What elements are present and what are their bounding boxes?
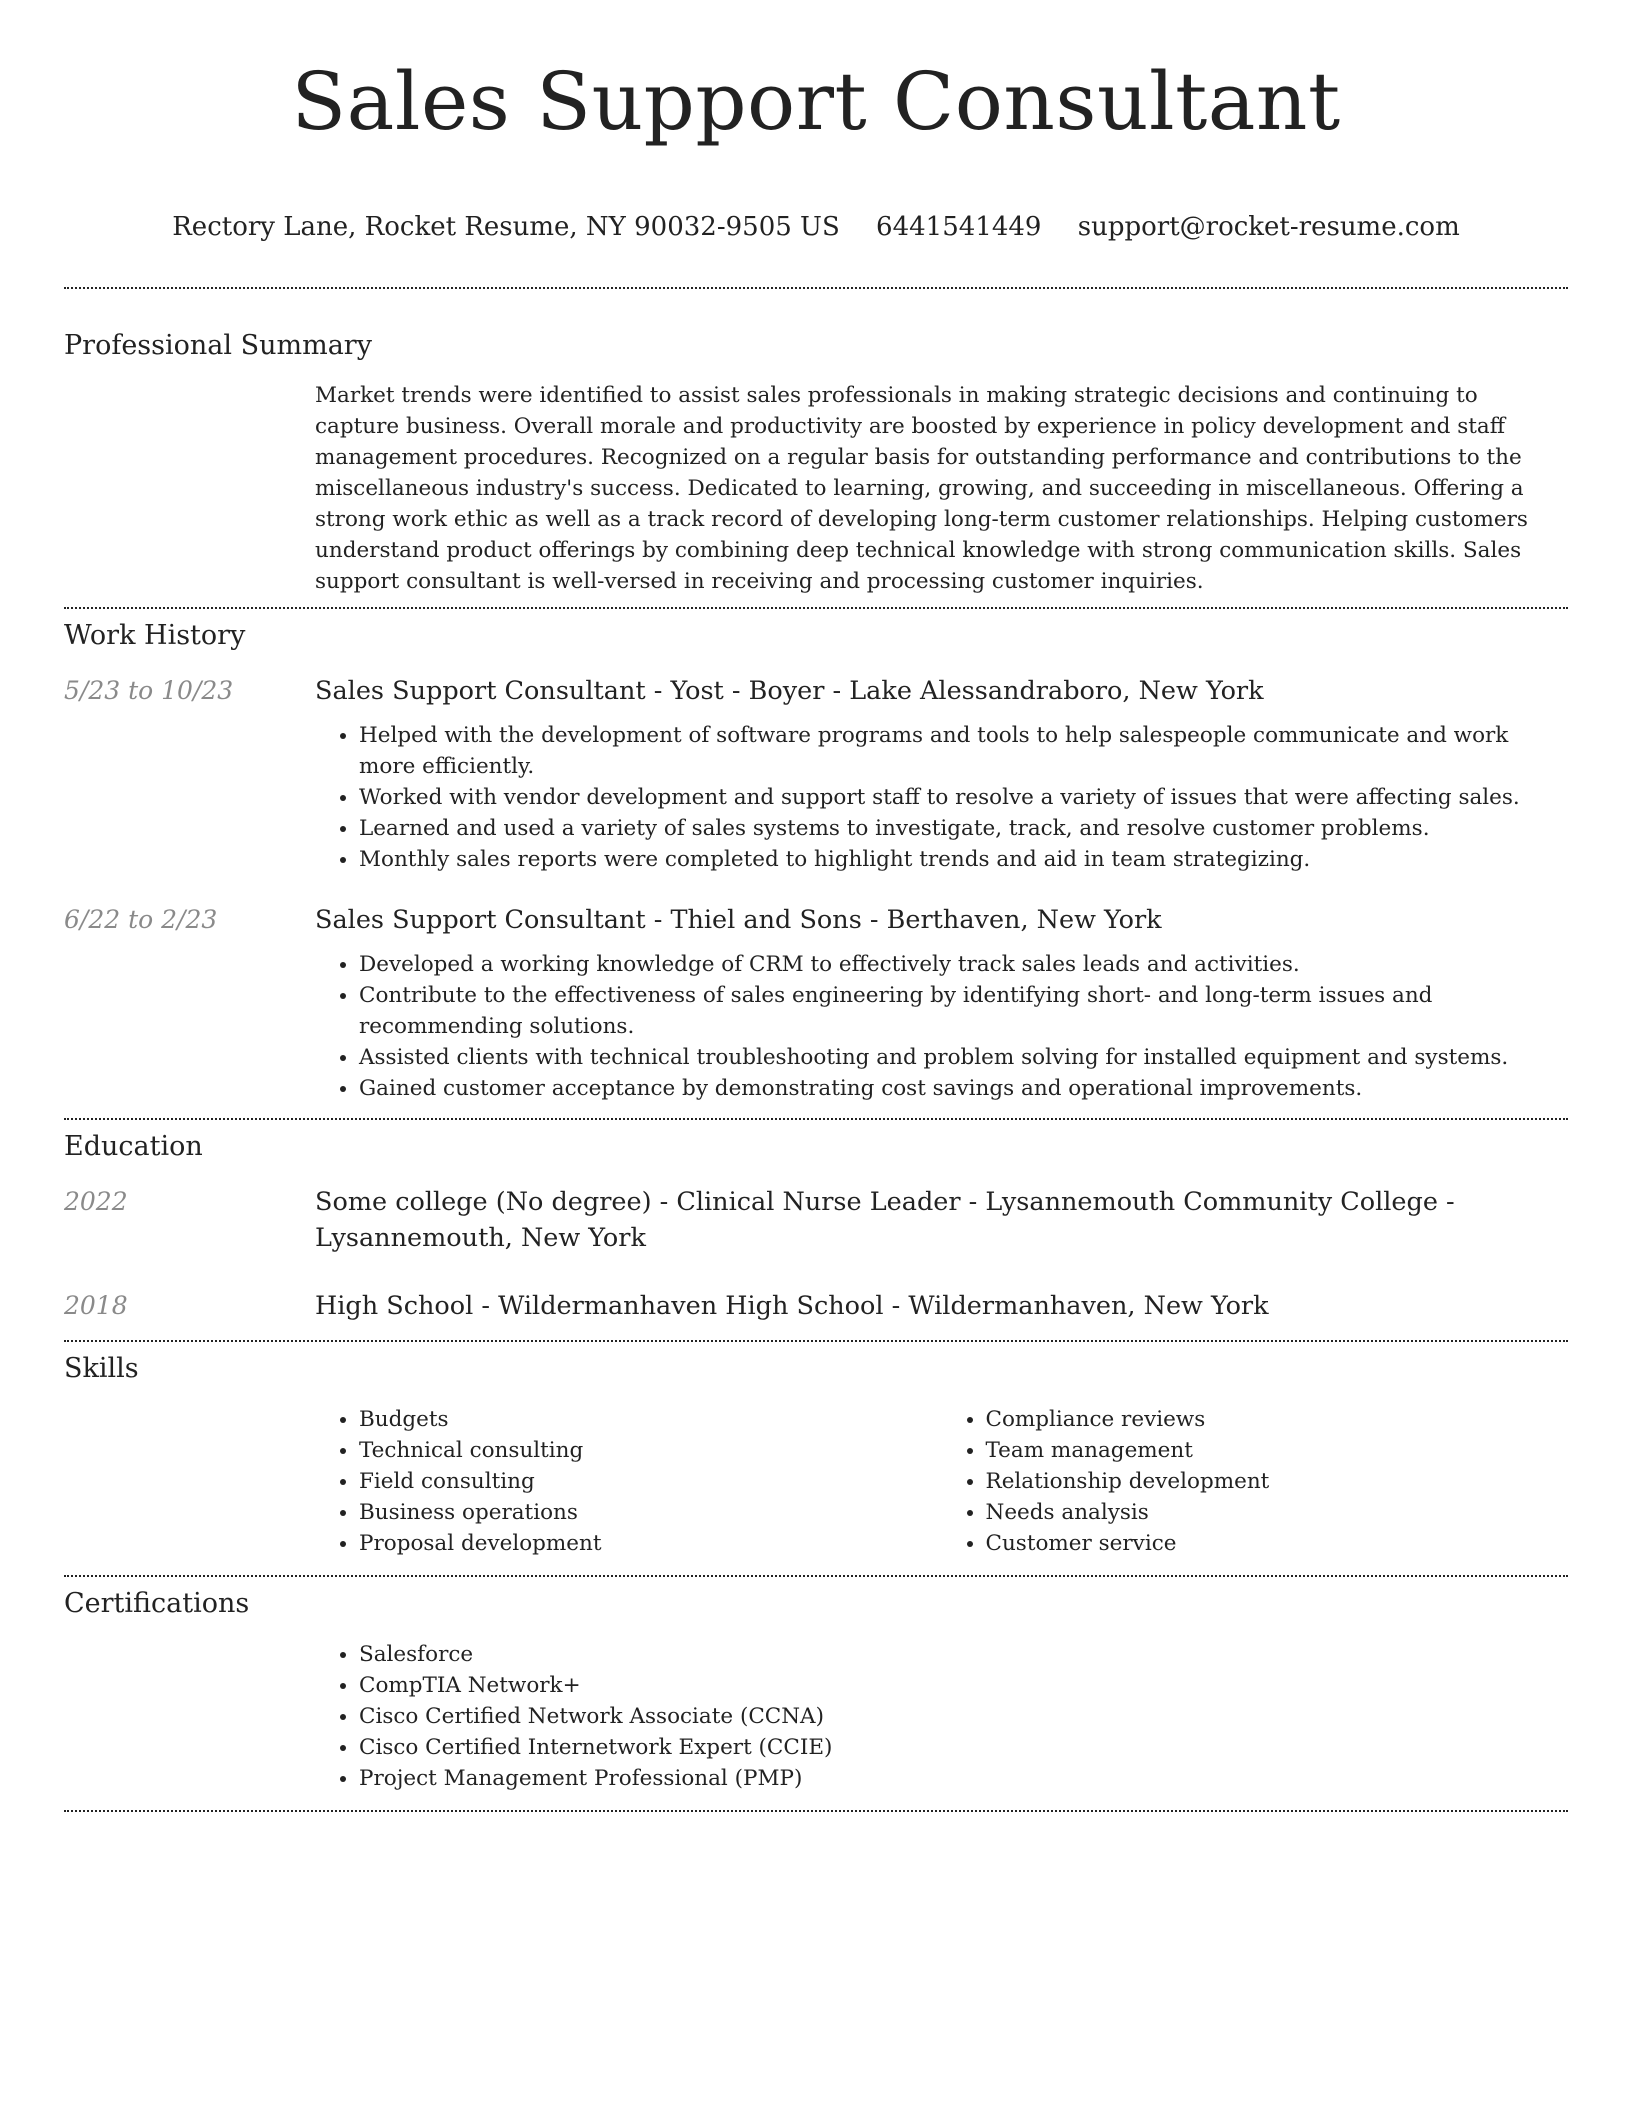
education-school: Wildermanhaven High School	[498, 1291, 884, 1321]
contact-email: support@rocket-resume.com	[1077, 212, 1460, 242]
skill-item: • Business operations	[359, 1497, 942, 1528]
job-entry	[64, 902, 1568, 1104]
contact-phone: 6441541449	[876, 212, 1042, 242]
job-bullet: • Developed a working knowledge of CRM to effectively track sales leads and activities.	[359, 949, 1568, 980]
skill-item: • Relationship development	[986, 1466, 1569, 1497]
skill-item: • Compliance reviews	[986, 1404, 1569, 1435]
skill-item: • Team management	[986, 1435, 1569, 1466]
job-role: Sales Support Consultant	[315, 676, 646, 706]
certifications-heading: Certifications	[64, 1588, 250, 1619]
education-school: Lysannemouth Community College	[985, 1187, 1438, 1217]
job-role: Sales Support Consultant	[315, 905, 646, 935]
skill-item: • Customer service	[986, 1528, 1569, 1559]
contact-line	[64, 212, 1568, 242]
job-dates: 6/22 to 2/23	[64, 905, 218, 934]
job-bullet: • Helped with the development of software programs and tools to help salespeople communicate and work more efficiently.	[359, 720, 1568, 782]
skills-list-right	[942, 1404, 1569, 1559]
job-bullet: • Contribute to the effectiveness of sales engineering by identifying short- and long-term issues and recommending solutions.	[359, 980, 1568, 1042]
work-history-section	[64, 609, 1568, 1104]
job-heading: Sales Support Consultant - Yost - Boyer - Lake Alessandraboro, New York	[315, 676, 1264, 706]
certifications-list	[315, 1639, 1568, 1794]
job-bullet: • Worked with vendor development and support staff to resolve a variety of issues that were affecting sales.	[359, 782, 1568, 813]
education-location: Lysannemouth, New York	[315, 1223, 646, 1253]
summary-heading: Professional Summary	[64, 330, 372, 361]
job-entry	[64, 673, 1568, 875]
job-dates: 5/23 to 10/23	[64, 676, 234, 705]
skills-heading: Skills	[64, 1353, 139, 1384]
contact-address: Rectory Lane, Rocket Resume, NY 90032-9505 US	[172, 212, 840, 242]
education-entry	[64, 1288, 1568, 1324]
summary-section	[64, 289, 1568, 597]
education-entry	[64, 1184, 1568, 1256]
education-degree: Some college (No degree) - Clinical Nurse Leader	[315, 1187, 961, 1217]
job-company: Yost - Boyer	[670, 676, 825, 706]
job-bullet: • Gained customer acceptance by demonstrating cost savings and operational improvements.	[359, 1073, 1568, 1104]
certifications-section	[64, 1577, 1568, 1794]
job-bullet: • Learned and used a variety of sales systems to investigate, track, and resolve customer problems.	[359, 813, 1568, 844]
certification-item: • Project Management Professional (PMP)	[359, 1763, 1568, 1794]
certification-item: • Cisco Certified Internetwork Expert (CCIE)	[359, 1732, 1568, 1763]
job-location: Lake Alessandraboro, New York	[849, 676, 1264, 706]
education-heading: Education	[64, 1131, 203, 1162]
education-heading-line: Some college (No degree) - Clinical Nurse Leader - Lysannemouth Community College - Lysannemouth, New York	[315, 1187, 1455, 1253]
education-location: Wildermanhaven, New York	[908, 1291, 1269, 1321]
education-heading-line: High School - Wildermanhaven High School - Wildermanhaven, New York	[315, 1291, 1269, 1321]
skill-item: • Field consulting	[359, 1466, 942, 1497]
summary-text: Market trends were identified to assist sales professionals in making strategic decisions and continuing to capture business. Overall morale and productivity are boosted by experience in policy development and staff management procedures. Recognized on a regular basis for outstanding performance and contributions to the miscellaneous industry's success. Dedicated to learning, growing, and succeeding in miscellaneous. Offering a strong work ethic as well as a track record of developing long-term customer relationships. Helping customers understand product offerings by combining deep technical knowledge with strong communication skills. Sales support consultant is well-versed in receiving and processing customer inquiries.	[315, 383, 1528, 594]
divider	[64, 1810, 1568, 1812]
certification-item: • Cisco Certified Network Associate (CCNA)	[359, 1701, 1568, 1732]
certification-item: • CompTIA Network+	[359, 1670, 1568, 1701]
skill-item: • Needs analysis	[986, 1497, 1569, 1528]
job-bullets	[315, 720, 1568, 875]
candidate-name: Sales Support Consultant	[291, 55, 1341, 148]
education-section	[64, 1120, 1568, 1324]
work-history-heading: Work History	[64, 620, 246, 651]
skill-item: • Budgets	[359, 1404, 942, 1435]
education-degree: High School	[315, 1291, 474, 1321]
job-bullet: • Monthly sales reports were completed to highlight trends and aid in team strategizing.	[359, 844, 1568, 875]
job-bullets	[315, 949, 1568, 1104]
education-year: 2022	[64, 1187, 128, 1216]
education-year: 2018	[64, 1291, 128, 1320]
skills-list-left	[315, 1404, 942, 1559]
job-company: Thiel and Sons	[670, 905, 862, 935]
skill-item: • Technical consulting	[359, 1435, 942, 1466]
skill-item: • Proposal development	[359, 1528, 942, 1559]
job-bullet: • Assisted clients with technical troubleshooting and problem solving for installed equipment and systems.	[359, 1042, 1568, 1073]
skills-section	[64, 1342, 1568, 1559]
job-location: Berthaven, New York	[886, 905, 1162, 935]
job-heading: Sales Support Consultant - Thiel and Sons - Berthaven, New York	[315, 905, 1162, 935]
certification-item: • Salesforce	[359, 1639, 1568, 1670]
